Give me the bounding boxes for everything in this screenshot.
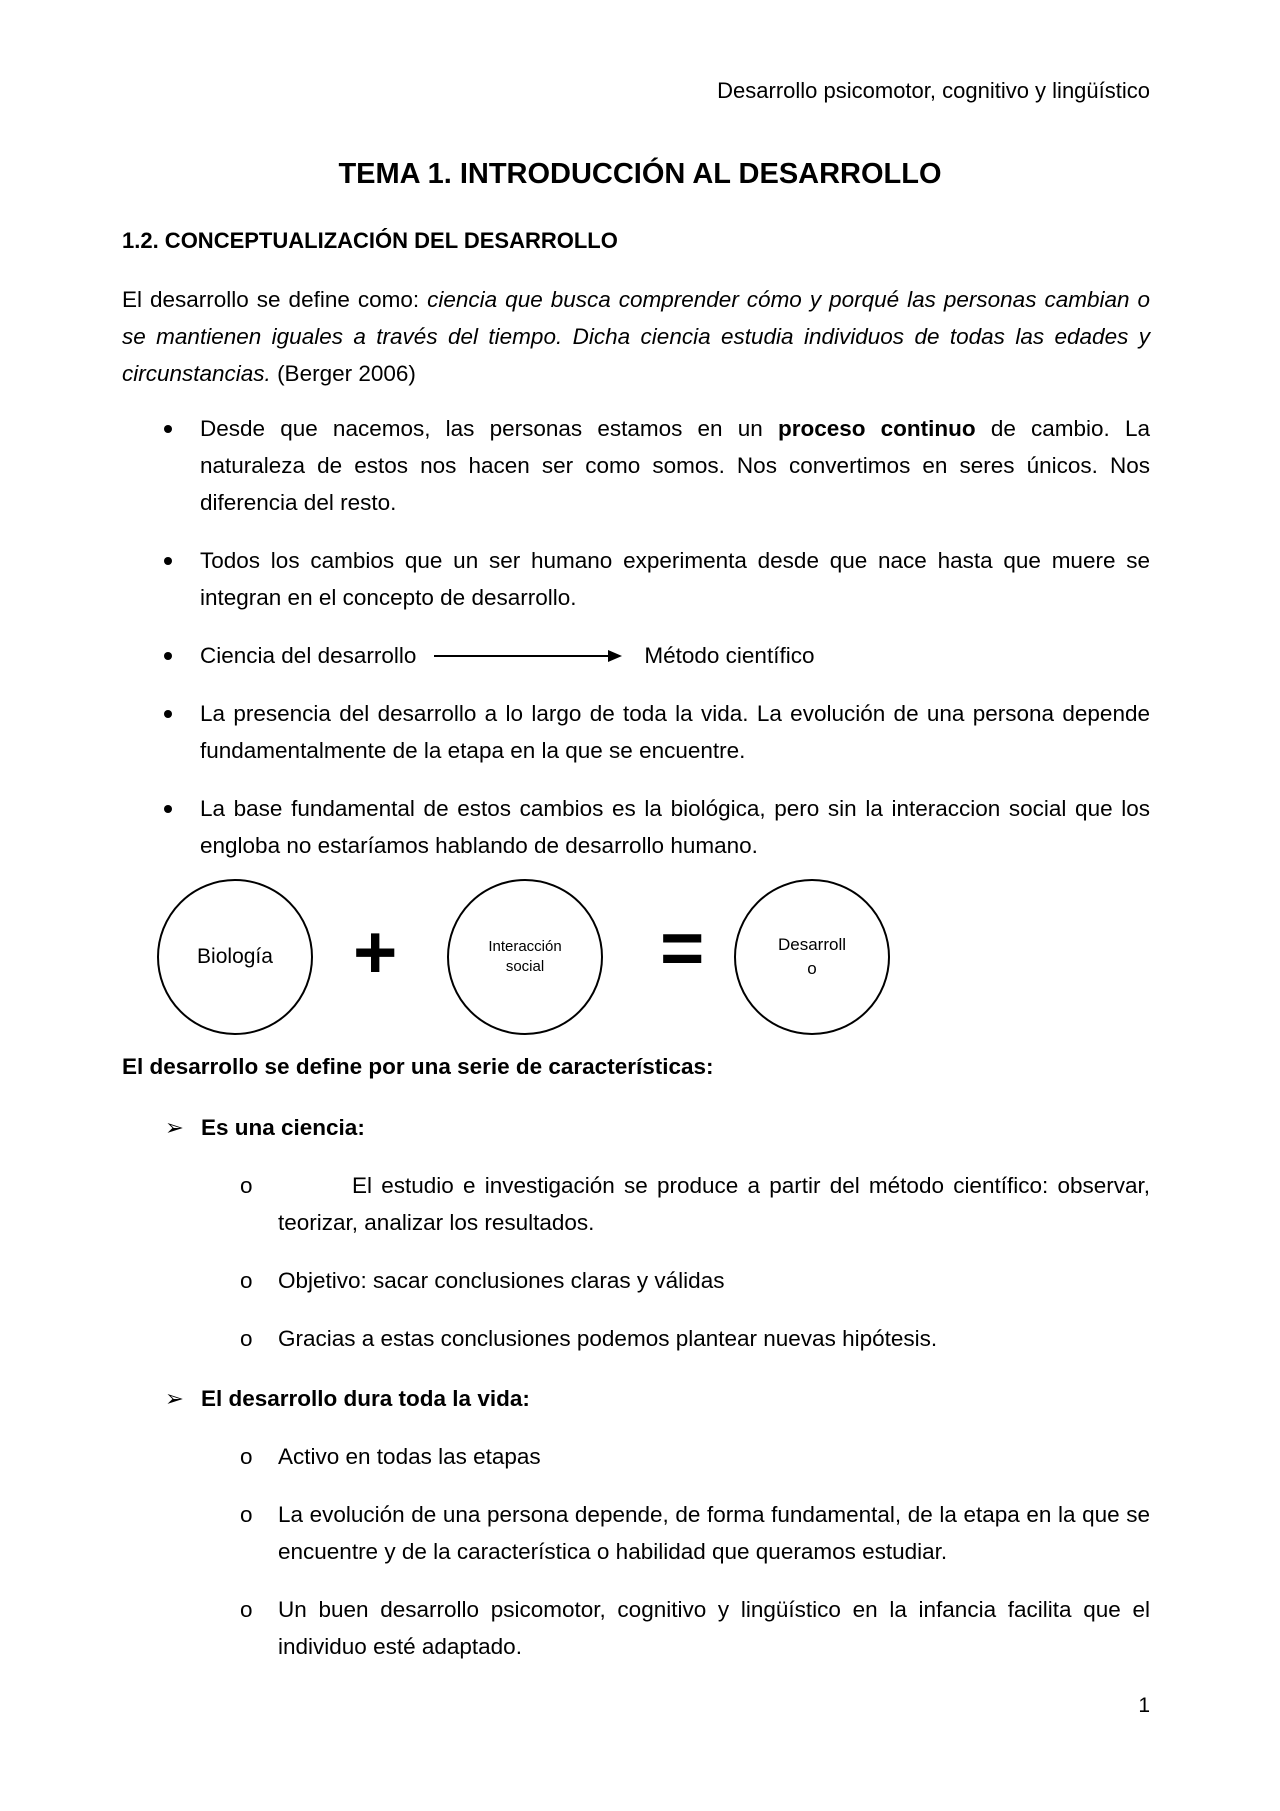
social-interaction-label-line2: social (505, 958, 545, 975)
circle-bullet-icon: o (240, 1326, 253, 1351)
bullet-4-text: La presencia del desarrollo a lo largo de toda la vida. La evolución de una persona depende fundamentalmente de la etapa en la que se encuentre. (200, 701, 1150, 763)
bullet-2-text: Todos los cambios que un ser humano experimenta desde que nace hasta que muere se integran en el concepto de desarrollo. (200, 548, 1150, 610)
development-label-line2: o (807, 959, 817, 978)
biology-label: Biología (197, 945, 273, 968)
science-item-3: Gracias a estas conclusiones podemos plantear nuevas hipótesis. (278, 1326, 938, 1351)
list-item (122, 410, 1150, 521)
circle-bullet-icon: o (240, 1444, 253, 1469)
section-heading: 1.2. CONCEPTUALIZACIÓN DEL DESARROLLO (122, 228, 618, 253)
bullet-dot-icon (164, 425, 172, 433)
science-label: Ciencia del desarrollo (200, 643, 417, 668)
arrow-bullet-icon: ➢ (165, 1385, 184, 1411)
circle-bullet-icon: o (240, 1268, 253, 1293)
circle-bullet-icon: o (240, 1502, 253, 1527)
list-item (122, 1320, 1150, 1357)
intro-lead: El desarrollo se define como: (122, 287, 428, 312)
lifelong-subheading-text: El desarrollo dura toda la vida: (201, 1385, 530, 1411)
development-diagram (0, 875, 1280, 1040)
intro-citation: (Berger 2006) (270, 361, 416, 386)
list-item (122, 637, 1150, 674)
science-subheading-text: Es una ciencia: (201, 1114, 365, 1140)
list-item (122, 542, 1150, 616)
list-item (122, 790, 1150, 864)
arrow-bullet-icon: ➢ (165, 1114, 184, 1140)
page-number: 1 (1138, 1694, 1150, 1717)
circle-bullet-icon: o (240, 1173, 253, 1198)
development-circle (734, 879, 890, 1035)
lifelong-item-2: La evolución de una persona depende, de forma fundamental, de la etapa en la que se encuentre y de la característica o habilidad que queramos estudiar. (278, 1502, 1150, 1564)
intro-paragraph (122, 281, 1150, 392)
science-item-2: Objetivo: sacar conclusiones claras y válidas (278, 1268, 725, 1293)
biology-circle (157, 879, 313, 1035)
bullet-dot-icon (164, 710, 172, 718)
science-subheading (165, 1109, 365, 1146)
list-item (122, 1262, 1150, 1299)
equals-sign: = (660, 906, 705, 991)
method-label: Método científico (644, 643, 815, 668)
science-item-1: El estudio e investigación se produce a partir del método científico: observar, teorizar, analizar los resultados. (278, 1173, 1150, 1235)
list-item (122, 1167, 1150, 1241)
lifelong-subheading (165, 1380, 530, 1417)
list-item (122, 1591, 1150, 1665)
bullet-dot-icon (164, 805, 172, 813)
bullet-list (122, 410, 1150, 885)
lifelong-item-3: Un buen desarrollo psicomotor, cognitivo y lingüístico en la infancia facilita que el individuo esté adaptado. (278, 1597, 1150, 1659)
development-label-line1: Desarroll (777, 935, 847, 954)
science-sublist (122, 1167, 1150, 1378)
social-interaction-label-line1: Interacción (488, 938, 562, 955)
bullet-dot-icon (164, 557, 172, 565)
bullet-1-text: Desde que nacemos, las personas estamos en un (200, 416, 778, 441)
social-interaction-circle (447, 879, 603, 1035)
intro-definition: ciencia que busca comprender cómo y porqué las personas cambian o se mantienen iguales a través del tiempo. Dicha ciencia estudia individuos de todas las edades y circunstancias. (122, 287, 1150, 386)
list-item (122, 1496, 1150, 1570)
plus-sign: + (353, 910, 398, 995)
bullet-dot-icon (164, 652, 172, 660)
lifelong-sublist (122, 1438, 1150, 1686)
page-title: TEMA 1. INTRODUCCIÓN AL DESARROLLO (338, 158, 942, 190)
bullet-5-text: La base fundamental de estos cambios es la biológica, pero sin la interaccion social que los engloba no estaríamos hablando de desarrollo humano. (200, 796, 1150, 858)
running-header: Desarrollo psicomotor, cognitivo y lingüístico (717, 78, 1150, 103)
science-method-row (200, 637, 1150, 674)
bullet-1-emphasis: proceso continuo (777, 416, 976, 441)
list-item (122, 695, 1150, 769)
characteristics-heading: El desarrollo se define por una serie de características: (122, 1054, 714, 1079)
bullet-1-text-end: de cambio. La naturaleza de estos nos hacen ser como somos. Nos convertimos en seres únicos. Nos diferencia del resto. (200, 416, 1151, 515)
right-arrow-icon (434, 648, 622, 664)
circle-bullet-icon: o (240, 1597, 253, 1622)
list-item (122, 1438, 1150, 1475)
lifelong-item-1: Activo en todas las etapas (278, 1444, 541, 1469)
